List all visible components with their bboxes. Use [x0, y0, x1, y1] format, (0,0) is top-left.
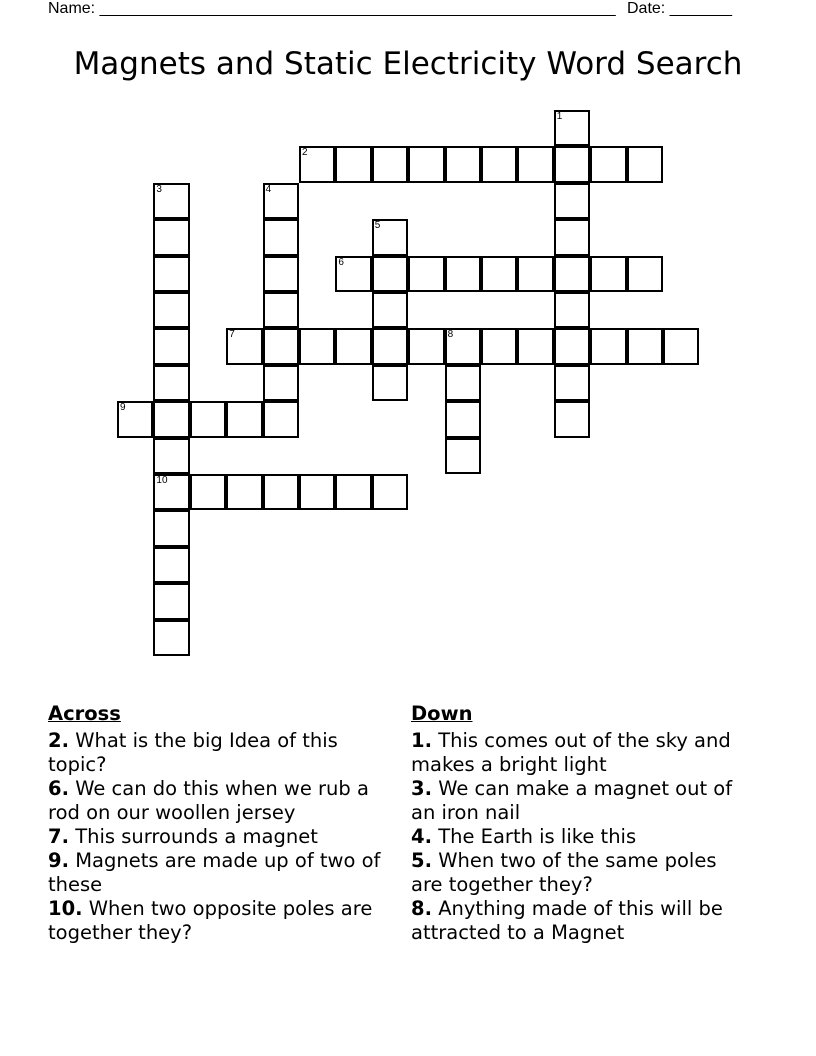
- clue-number: 3: [156, 183, 162, 195]
- grid-cell[interactable]: [335, 256, 371, 292]
- grid-cell[interactable]: [153, 547, 189, 583]
- grid-cell[interactable]: [299, 146, 335, 182]
- grid-cell[interactable]: [263, 401, 299, 437]
- grid-cell[interactable]: [299, 474, 335, 510]
- across-clue-7: 7. This surrounds a magnet: [48, 825, 318, 848]
- grid-cell[interactable]: [226, 328, 262, 364]
- grid-cell[interactable]: [263, 219, 299, 255]
- grid-cell[interactable]: [554, 219, 590, 255]
- grid-cell[interactable]: [153, 292, 189, 328]
- across-clues: [48, 703, 388, 945]
- down-clue-3: 3. We can make a magnet out of an iron nail: [411, 777, 733, 824]
- grid-cell[interactable]: [445, 328, 481, 364]
- name-label: Name:: [48, 0, 96, 17]
- date-blank: _______: [669, 0, 732, 17]
- grid-cell[interactable]: [372, 328, 408, 364]
- grid-cell[interactable]: [335, 474, 371, 510]
- across-clue-9: 9. Magnets are made up of two of these: [48, 849, 381, 896]
- grid-cell[interactable]: [153, 219, 189, 255]
- grid-cell[interactable]: [517, 256, 553, 292]
- grid-cell[interactable]: [117, 401, 153, 437]
- clue-number: 5: [374, 220, 381, 232]
- grid-cell[interactable]: [554, 292, 590, 328]
- grid-cell[interactable]: [299, 328, 335, 364]
- grid-cell[interactable]: [481, 256, 517, 292]
- grid-cell[interactable]: [408, 256, 444, 292]
- clue-number: 1: [556, 111, 563, 122]
- grid-cell[interactable]: [153, 328, 189, 364]
- across-clue-10: 10. When two opposite poles are together they?: [48, 897, 373, 944]
- clue-number: 8: [447, 329, 454, 341]
- across-clue-6: 6. We can do this when we rub a rod on our woollen jersey: [48, 777, 369, 824]
- grid-cell[interactable]: [226, 401, 262, 437]
- page-title: Magnets and Static Electricity Word Search: [73, 46, 743, 82]
- grid-cell[interactable]: [627, 328, 663, 364]
- grid-cell[interactable]: [372, 256, 408, 292]
- grid-cell[interactable]: [153, 365, 189, 401]
- grid-cell[interactable]: [263, 474, 299, 510]
- grid-cell[interactable]: [517, 146, 553, 182]
- grid-cell[interactable]: [263, 183, 299, 219]
- grid-cell[interactable]: [554, 256, 590, 292]
- grid-cell[interactable]: [554, 401, 590, 437]
- grid-cell[interactable]: [372, 146, 408, 182]
- down-clue-4: 4. The Earth is like this: [411, 825, 637, 848]
- grid-cell[interactable]: [554, 183, 590, 219]
- grid-cell[interactable]: [554, 328, 590, 364]
- grid-cell[interactable]: [190, 474, 226, 510]
- grid-cell[interactable]: [153, 438, 189, 474]
- grid-cell[interactable]: [445, 401, 481, 437]
- down-clue-1: 1. This comes out of the sky and makes a bright light: [411, 729, 731, 776]
- across-heading: Across: [48, 702, 121, 725]
- grid-cell[interactable]: [335, 146, 371, 182]
- grid-cell[interactable]: [663, 328, 699, 364]
- grid-cell[interactable]: [263, 365, 299, 401]
- grid-cell[interactable]: [263, 328, 299, 364]
- down-clues: [411, 703, 751, 945]
- down-clue-5: 5. When two of the same poles are together they?: [411, 849, 717, 896]
- grid-cell[interactable]: [445, 365, 481, 401]
- grid-cell[interactable]: [372, 219, 408, 255]
- name-blank: __________________________________________________________: [99, 0, 616, 17]
- grid-cell[interactable]: [335, 328, 371, 364]
- grid-cell[interactable]: [153, 401, 189, 437]
- grid-cell[interactable]: [554, 110, 590, 146]
- grid-cell[interactable]: [445, 438, 481, 474]
- clue-number: 4: [265, 183, 272, 195]
- grid-cell[interactable]: [445, 146, 481, 182]
- grid-cell[interactable]: [372, 474, 408, 510]
- grid-cell[interactable]: [408, 328, 444, 364]
- grid-cell[interactable]: [590, 146, 626, 182]
- grid-cell[interactable]: [263, 292, 299, 328]
- grid-cell[interactable]: [554, 146, 590, 182]
- down-heading: Down: [411, 702, 473, 725]
- grid-cell[interactable]: [153, 510, 189, 546]
- grid-cell[interactable]: [372, 365, 408, 401]
- grid-cell[interactable]: [153, 474, 189, 510]
- grid-cell[interactable]: [153, 620, 189, 656]
- grid-cell[interactable]: [554, 365, 590, 401]
- grid-cell[interactable]: [517, 328, 553, 364]
- grid-cell[interactable]: [445, 256, 481, 292]
- clue-number: 7: [229, 329, 235, 341]
- grid-cell[interactable]: [263, 256, 299, 292]
- grid-cell[interactable]: [153, 183, 189, 219]
- across-clue-2: 2. What is the big Idea of this topic?: [48, 729, 338, 776]
- grid-cell[interactable]: [590, 328, 626, 364]
- grid-cell[interactable]: [372, 292, 408, 328]
- grid-cell[interactable]: [153, 256, 189, 292]
- date-label: Date:: [627, 0, 666, 17]
- grid-cell[interactable]: [627, 146, 663, 182]
- grid-cell[interactable]: [190, 401, 226, 437]
- clue-number: 2: [302, 147, 308, 159]
- grid-cell[interactable]: [408, 146, 444, 182]
- down-clue-8: 8. Anything made of this will be attracted to a Magnet: [411, 897, 723, 944]
- grid-cell[interactable]: [481, 328, 517, 364]
- grid-cell[interactable]: [627, 256, 663, 292]
- grid-cell[interactable]: [590, 256, 626, 292]
- clue-number: 9: [120, 402, 126, 414]
- clue-number: 6: [338, 256, 344, 268]
- grid-cell[interactable]: [481, 146, 517, 182]
- clue-number: 10: [156, 475, 168, 486]
- grid-cell[interactable]: [226, 474, 262, 510]
- grid-cell[interactable]: [153, 583, 189, 619]
